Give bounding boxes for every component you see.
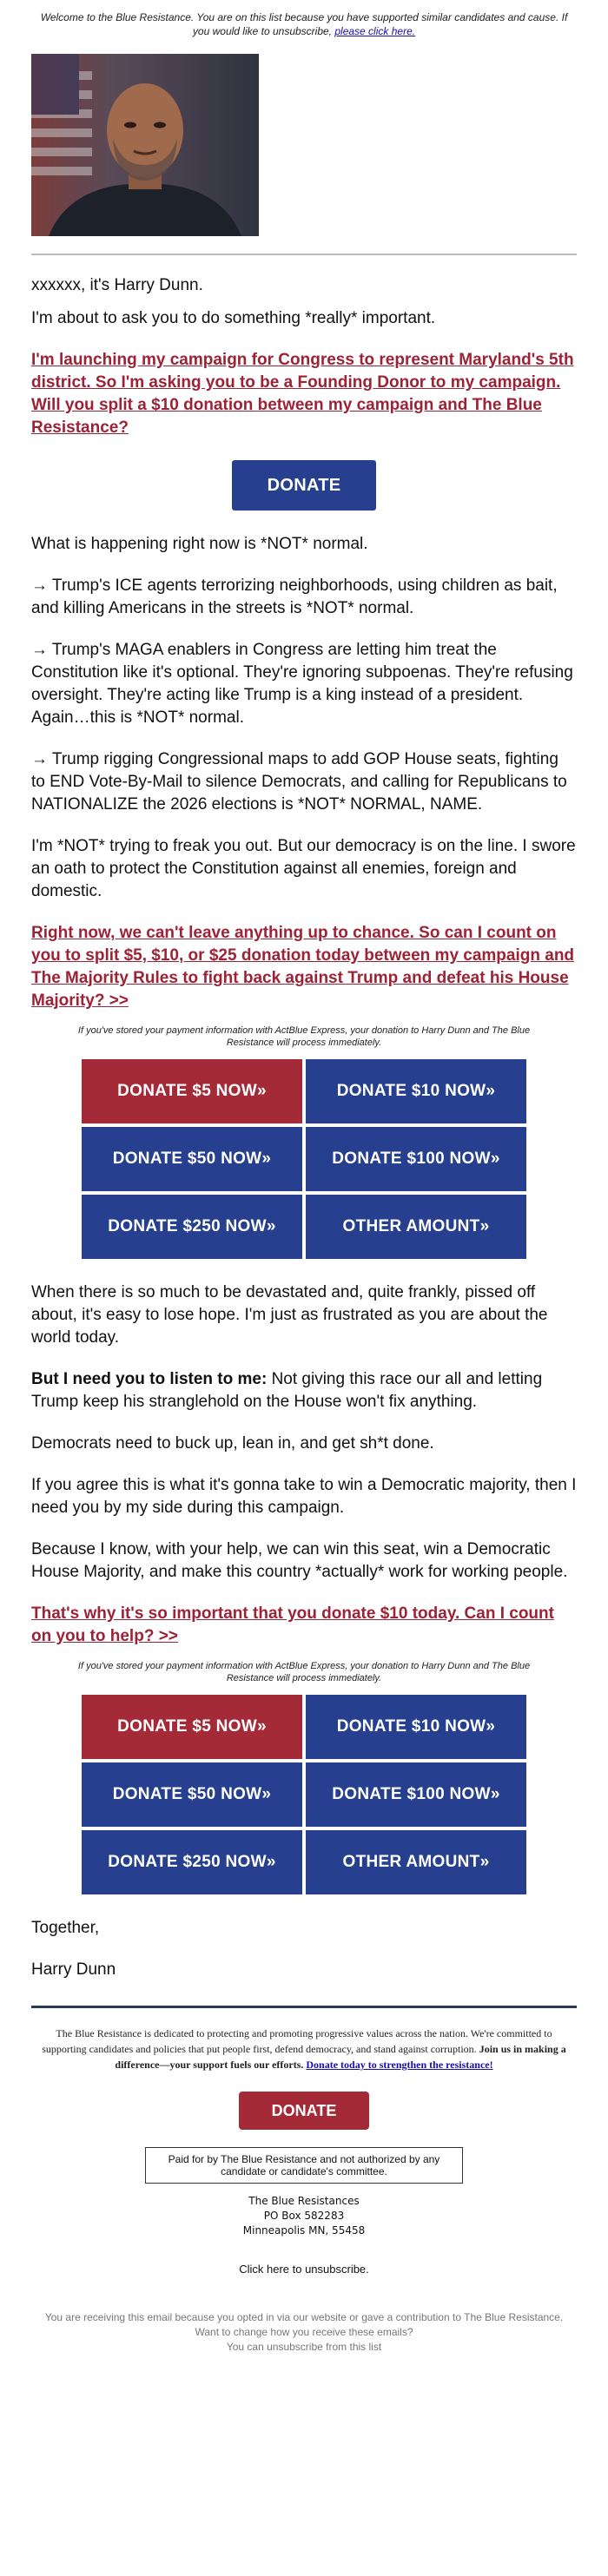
greeting: xxxxxx, it's Harry Dunn. <box>31 276 203 294</box>
listen-bold: But I need you to listen to me: <box>31 1370 268 1388</box>
donate-50-button[interactable]: DONATE $50 NOW» <box>82 1127 302 1191</box>
mission-bold: Join us in making a difference—your support fuels our efforts. <box>115 2043 566 2071</box>
paragraph-buck-up: Democrats need to buck up, lean in, and get sh*t done. <box>31 1434 434 1453</box>
email-disclaimer <box>31 2310 577 2355</box>
paid-for-disclaimer: Paid for by The Blue Resistance and not authorized by any candidate or candidate's committee. <box>145 2147 463 2184</box>
donate-10-button[interactable]: DONATE $10 NOW» <box>306 1059 526 1123</box>
donate-button[interactable]: DONATE <box>232 460 376 511</box>
donate-5-button[interactable]: DONATE $5 NOW» <box>82 1695 302 1759</box>
footer-donate-button[interactable]: DONATE <box>239 2092 369 2130</box>
donate-100-button[interactable]: DONATE $100 NOW» <box>306 1127 526 1191</box>
org-name: The Blue Resistances <box>248 2195 360 2207</box>
paragraph-because: Because I know, with your help, we can win this seat, win a Democratic House Majority, and make this country *actually* work for working people. <box>31 1540 568 1581</box>
donate-grid-2 <box>82 1695 526 1894</box>
welcome-notice <box>31 0 577 38</box>
unsubscribe-link[interactable]: Click here to unsubscribe. <box>239 2263 369 2276</box>
actblue-express-note: If you've stored your payment information with ActBlue Express, your donation to Harry Dunn and The Blue Resistance will process immediately. <box>77 1025 531 1048</box>
other-amount-button[interactable]: OTHER AMOUNT» <box>306 1830 526 1894</box>
donate-250-button[interactable]: DONATE $250 NOW» <box>82 1830 302 1894</box>
disclaimer-line-1: You are receiving this email because you opted in via our website or gave a contribution to The Blue Resistance. Want to change how you receive these emails? <box>44 2311 564 2338</box>
paragraph-devastated: When there is so much to be devastated and, quite frankly, pissed off about, it's easy to lose hope. I'm just as frustrated as you are about the world today. <box>31 1283 548 1347</box>
po-box: PO Box 582283 <box>263 2210 345 2222</box>
paragraph-ice: → Trump's ICE agents terrorizing neighborhoods, using children as bait, and killing Americans in the streets is *NOT* normal. <box>31 576 558 617</box>
city-state-zip: Minneapolis MN, 55458 <box>242 2224 366 2237</box>
founding-donor-link[interactable]: I'm launching my campaign for Congress to represent Maryland's 5th district. So I'm asking you to be a Founding Donor to my campaign. Will you split a $10 donation between my campaign and The Blue Resistance? <box>31 351 574 437</box>
actblue-express-note-2: If you've stored your payment information with ActBlue Express, your donation to Harry Dunn and The Blue Resistance will process immediately. <box>77 1661 531 1683</box>
donate-50-button[interactable]: DONATE $50 NOW» <box>82 1762 302 1827</box>
donate-10-today-link[interactable]: That's why it's so important that you donate $10 today. Can I count on you to help? >> <box>31 1604 554 1645</box>
donate-100-button[interactable]: DONATE $100 NOW» <box>306 1762 526 1827</box>
other-amount-button[interactable]: OTHER AMOUNT» <box>306 1195 526 1259</box>
donate-250-button[interactable]: DONATE $250 NOW» <box>82 1195 302 1259</box>
footer-divider <box>31 2006 577 2008</box>
intro-paragraph: I'm about to ask you to do something *really* important. <box>31 309 436 327</box>
donate-5-button[interactable]: DONATE $5 NOW» <box>82 1059 302 1123</box>
donate-10-button[interactable]: DONATE $10 NOW» <box>306 1695 526 1759</box>
welcome-notice-text: Welcome to the Blue Resistance. You are on this list because you have supported similar candidates and cause. If you would like to unsubscribe, <box>40 11 568 37</box>
paragraph-agree: If you agree this is what it's gonna take to win a Democratic majority, then I need you by my side during this campaign. <box>31 1476 577 1517</box>
unsubscribe-link-top[interactable]: please click here. <box>334 25 416 37</box>
listen-rest: Not giving this race our all and letting Trump keep his stranglehold on the House won't fix anything. <box>31 1370 543 1411</box>
paragraph-listen <box>31 1368 577 1413</box>
strengthen-resistance-link[interactable]: Donate today to strengthen the resistance! <box>306 2059 493 2071</box>
split-donation-link[interactable]: Right now, we can't leave anything up to chance. So can I count on you to split $5, $10, or $25 donation today between my campaign and The Majority Rules to fight back against Trump and defeat his House Majority? >> <box>31 924 575 1010</box>
signature: Harry Dunn <box>31 1960 116 1979</box>
candidate-photo <box>31 54 259 236</box>
mailing-address <box>31 2194 577 2238</box>
header-divider <box>31 254 577 255</box>
footer-mission <box>31 2026 577 2072</box>
disclaimer-line-2[interactable]: You can unsubscribe from this list <box>226 2341 382 2353</box>
paragraph-not-normal: What is happening right now is *NOT* normal. <box>31 535 368 553</box>
paragraph-maps: → Trump rigging Congressional maps to add GOP House seats, fighting to END Vote-By-Mail to silence Democrats, and calling for Republicans to NATIONALIZE the 2026 elections is *NOT* NORMAL, NAME. <box>31 750 567 814</box>
donate-grid <box>82 1059 526 1259</box>
paragraph-freak-out: I'm *NOT* trying to freak you out. But our democracy is on the line. I swore an oath to protect the Constitution against all enemies, foreign and domestic. <box>31 837 576 900</box>
paragraph-maga: → Trump's MAGA enablers in Congress are letting him treat the Constitution like it's optional. They're ignoring subpoenas. They're refusing oversight. They're acting like Trump is a king instead of a president. Again…this is *NOT* normal. <box>31 641 573 727</box>
signoff: Together, <box>31 1919 100 1937</box>
mission-text: The Blue Resistance is dedicated to protecting and promoting progressive values across the nation. We're committed to supporting candidates and policies that put people first, defend democracy, and stand against corruption. <box>42 2027 552 2055</box>
